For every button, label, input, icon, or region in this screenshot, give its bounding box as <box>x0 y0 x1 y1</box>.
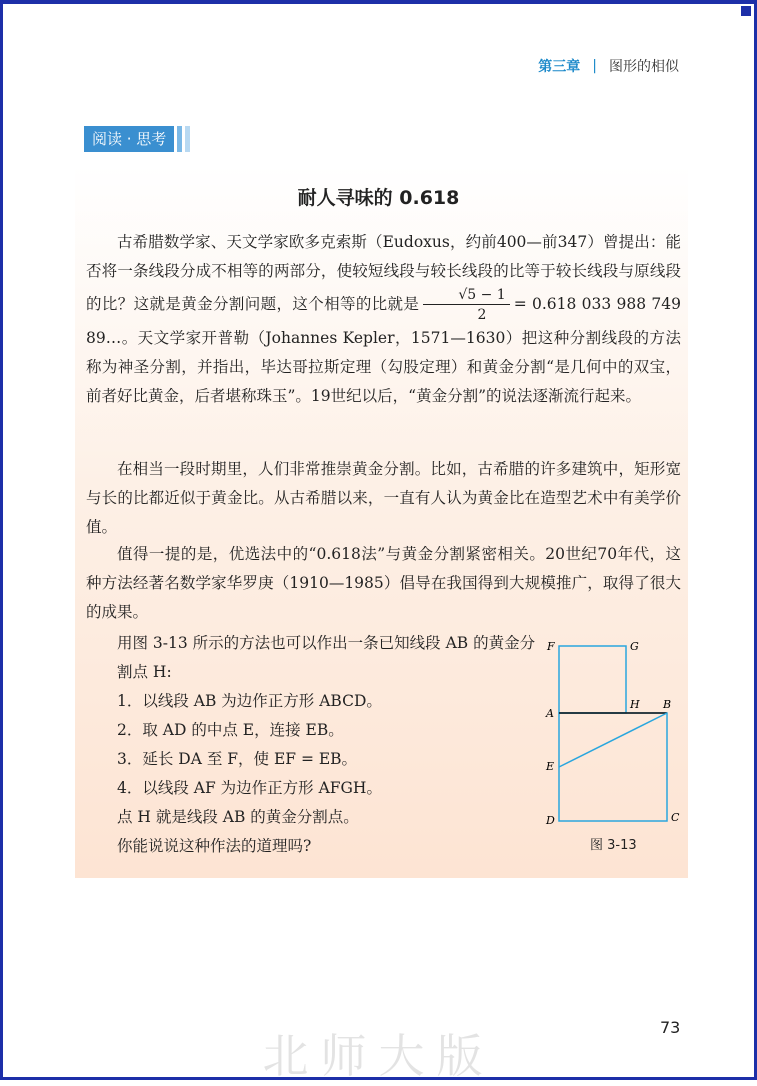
paragraph-text: = 0.618 033 988 749 89…。天文学家开普勒（Johannes Kepler，1571—1630）把这种分割线段的方法称为神圣分割，并指出，毕达哥拉斯定理（勾股定理）和黄金分割“是几何中的双宝，前者好比黄金，后者堪称珠玉”。19世纪以后，“黄金分割”的说法逐渐流行起来。 <box>86 295 681 405</box>
fraction-numerator: √5 − 1 <box>423 286 509 305</box>
golden-section-figure <box>540 630 690 860</box>
label-d: D <box>546 814 555 827</box>
square-afgh <box>559 646 626 713</box>
step-3: 3．延长 DA 至 F，使 EF = EB。 <box>117 750 358 768</box>
reading-tag-label: 阅读 · 思考 <box>84 126 174 152</box>
tag-stripe <box>185 126 190 152</box>
label-e: E <box>546 760 555 773</box>
fraction-denominator: 2 <box>477 307 487 323</box>
step-2: 2．取 AD 的中点 E，连接 EB。 <box>117 721 344 739</box>
step-4: 4．以线段 AF 为边作正方形 AFGH。 <box>117 779 382 797</box>
steps-intro: 用图 3-13 所示的方法也可以作出一条已知线段 AB 的黄金分割点 H: <box>117 634 536 681</box>
steps-question: 你能说说这种作法的道理吗? <box>117 837 312 855</box>
square-abcd <box>559 713 667 821</box>
label-g: G <box>630 640 639 653</box>
page-number: 73 <box>660 1018 681 1037</box>
golden-ratio-fraction <box>423 286 509 324</box>
header-separator: | <box>592 58 597 74</box>
construction-steps <box>86 629 536 861</box>
reading-tag <box>84 126 190 152</box>
chapter-label: 第三章 <box>538 59 581 75</box>
label-a: A <box>546 707 554 720</box>
step-1: 1．以线段 AB 为边作正方形 ABCD。 <box>117 692 382 710</box>
label-c: C <box>671 811 680 824</box>
corner-mark <box>741 6 751 16</box>
paragraph-optimization-method: 值得一提的是，优选法中的“0.618法”与黄金分割紧密相关。20世纪70年代，这种方法经著名数学家华罗庚（1910—1985）倡导在我国得到大规模推广，取得了很大的成果。 <box>86 545 681 621</box>
paragraph-eudoxus <box>86 228 681 411</box>
segment-eb <box>559 713 667 767</box>
publisher-watermark: 北师大版 <box>262 1029 495 1083</box>
steps-conclusion: 点 H 就是线段 AB 的黄金分割点。 <box>117 808 359 826</box>
label-b: B <box>663 698 672 711</box>
section-label: 图形的相似 <box>609 59 679 75</box>
running-header <box>538 56 679 76</box>
figure-caption: 图 3-13 <box>590 838 637 853</box>
paragraph-text: 古希腊数学家、天文学家欧多克索斯（Eudoxus，约前400—前347）曾提出：能否将一条线段分成不相等的两部分，使较短线段与较长线段的比等于较长线段与原线段的比？这就是黄金分割问题，这个相等的比就是 <box>86 233 681 313</box>
article-title: 耐人寻味的 0.618 <box>297 187 460 209</box>
tag-stripe <box>177 126 182 152</box>
top-border <box>0 0 757 4</box>
label-h: H <box>630 698 640 711</box>
label-f: F <box>547 640 555 653</box>
paragraph-greek-architecture: 在相当一段时期里，人们非常推崇黄金分割。比如，古希腊的许多建筑中，矩形宽与长的比都近似于黄金比。从古希腊以来，一直有人认为黄金比在造型艺术中有美学价值。 <box>86 460 681 536</box>
